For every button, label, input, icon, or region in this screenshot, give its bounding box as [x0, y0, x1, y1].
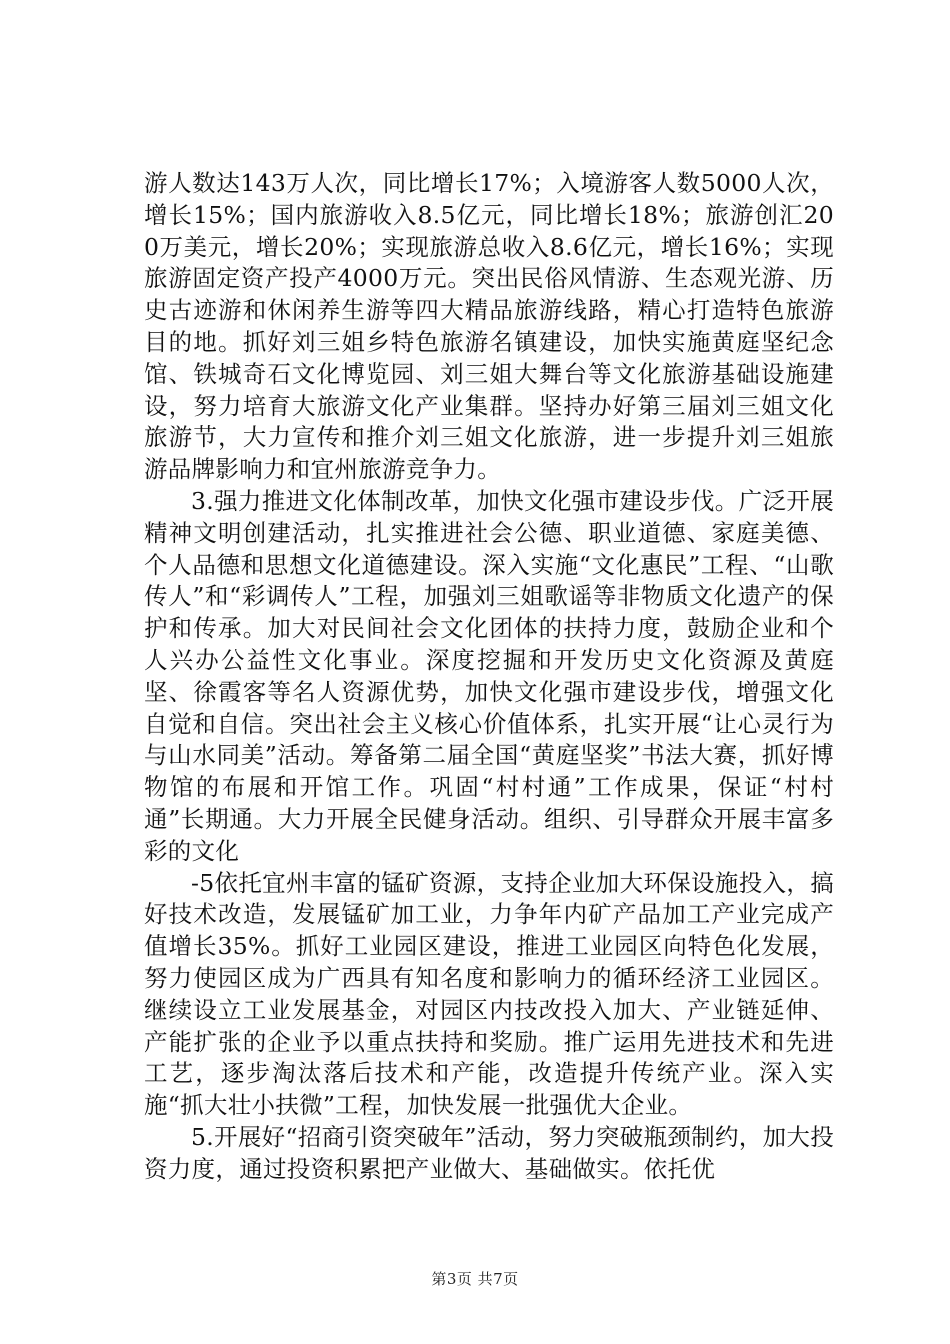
page-number-footer: 第3页 共7页: [431, 1270, 519, 1288]
paragraph-tourism-continued: 游人数达143万人次，同比增长17%；入境游客人数5000人次，增长15%；国内旅游收入8.5亿元，同比增长18%；旅游创汇200万美元，增长20%；实现旅游总收入8.6亿元，增长16%；实现旅游固定资产投产4000万元。突出民俗风情游、生态观光游、历史古迹游和休闲养生游等四大精品旅游线路，精心打造特色旅游目的地。抓好刘三姐乡特色旅游名镇建设，加快实施黄庭坚纪念馆、铁城奇石文化博览园、刘三姐大舞台等文化旅游基础设施建设，努力培育大旅游文化产业集群。坚持办好第三届刘三姐文化旅游节，大力宣传和推介刘三姐文化旅游，进一步提升刘三姐旅游品牌影响力和宜州旅游竞争力。: [144, 169, 834, 484]
paragraph-manganese-industry: -5依托宜州丰富的锰矿资源，支持企业加大环保设施投入，搞好技术改造，发展锰矿加工业，力争年内矿产品加工产业完成产值增长35%。抓好工业园区建设，推进工业园区向特色化发展，努力使园区成为广西具有知名度和影响力的循环经济工业园区。继续设立工业发展基金，对园区内技改投入加大、产业链延伸、产能扩张的企业予以重点扶持和奖励。推广运用先进技术和先进工艺，逐步淘汰落后技术和产能，改造提升传统产业。深入实施“抓大壮小扶微”工程，加快发展一批强优大企业。: [144, 868, 834, 1120]
document-body: [144, 168, 834, 1186]
paragraph-culture-reform: 3.强力推进文化体制改革，加快文化强市建设步伐。广泛开展精神文明创建活动，扎实推进社会公德、职业道德、家庭美德、个人品德和思想文化道德建设。深入实施“文化惠民”工程、“山歌传人”和“彩调传人”工程，加强刘三姐歌谣等非物质文化遗产的保护和传承。加大对民间社会文化团体的扶持力度，鼓励企业和个人兴办公益性文化事业。深度挖掘和开发历史文化资源及黄庭坚、徐霞客等名人资源优势，加快文化强市建设步伐，增强文化自觉和自信。突出社会主义核心价值体系，扎实开展“让心灵行为与山水同美”活动。筹备第二届全国“黄庭坚奖”书法大赛，抓好博物馆的布展和开馆工作。巩固“村村通”工作成果，保证“村村通”长期通。大力开展全民健身活动。组织、引导群众开展丰富多彩的文化: [144, 486, 834, 865]
paragraph-investment: 5.开展好“招商引资突破年”活动，努力突破瓶颈制约，加大投资力度，通过投资积累把产业做大、基础做实。依托优: [144, 1122, 834, 1183]
